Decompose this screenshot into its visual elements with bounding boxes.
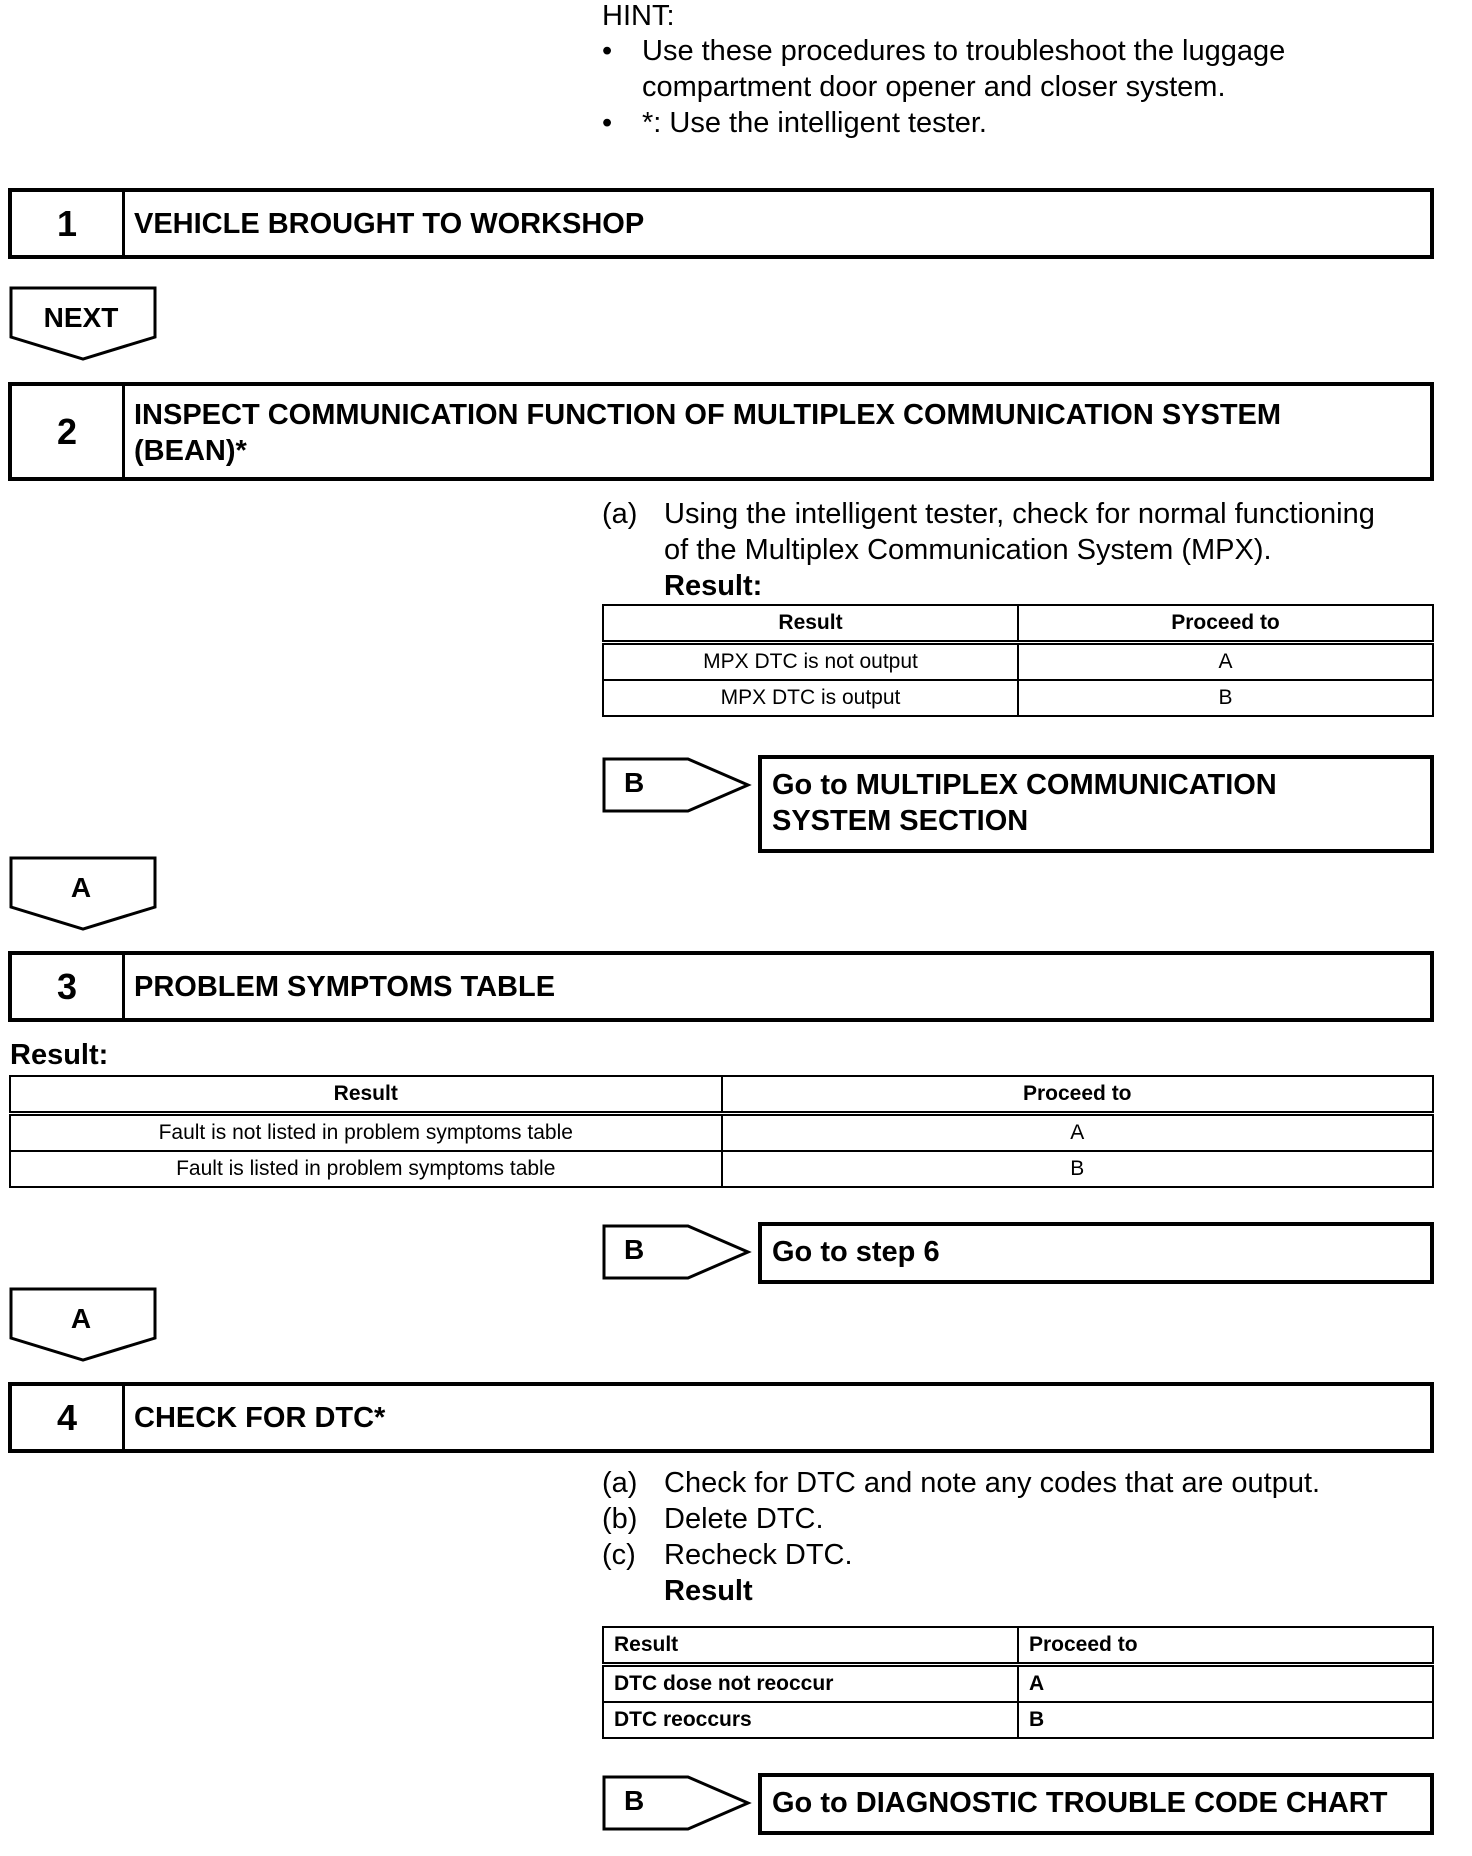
table-row xyxy=(10,1151,1433,1187)
step-number: 3 xyxy=(12,955,125,1018)
hint-title: HINT: xyxy=(602,0,675,32)
goto-multiplex-section xyxy=(758,755,1434,853)
table-row xyxy=(603,643,1433,681)
step-2-result-table xyxy=(602,604,1434,717)
instruction-text: of the Multiplex Communication System (MPX). xyxy=(664,534,1272,566)
table-cell: B xyxy=(722,1151,1434,1187)
goto-step-6 xyxy=(758,1222,1434,1284)
table-row xyxy=(603,1702,1433,1738)
branch-tag-label: B xyxy=(624,767,645,798)
goto-text: Go to DIAGNOSTIC TROUBLE CODE CHART xyxy=(772,1787,1388,1819)
table-cell: A xyxy=(722,1114,1434,1152)
branch-b-arrow xyxy=(602,755,752,815)
a-arrow-tag xyxy=(9,1287,157,1362)
step-2-header xyxy=(8,382,1434,481)
instruction-text: Recheck DTC. xyxy=(664,1539,853,1571)
item-marker: (a) xyxy=(602,498,638,530)
step-4-instructions xyxy=(602,1465,1432,1609)
tag-label: A xyxy=(70,1303,92,1334)
bullet: • xyxy=(602,35,613,67)
table-header-row xyxy=(10,1076,1433,1114)
step-3-result-table xyxy=(9,1075,1434,1188)
hint-item xyxy=(602,33,1362,105)
table-header-cell: Proceed to xyxy=(1018,1627,1433,1665)
table-cell: B xyxy=(1018,1702,1433,1738)
step-1-header xyxy=(8,188,1434,259)
tag-label: NEXT xyxy=(43,302,119,333)
item-marker: (c) xyxy=(602,1539,636,1571)
table-header-row xyxy=(603,1627,1433,1665)
table-cell: DTC reoccurs xyxy=(603,1702,1018,1738)
instruction-text: Using the intelligent tester, check for normal functioning xyxy=(664,498,1375,530)
table-header-cell: Result xyxy=(603,605,1018,643)
table-cell: A xyxy=(1018,1665,1433,1703)
table-cell: Fault is listed in problem symptoms table xyxy=(10,1151,722,1187)
instruction-item xyxy=(602,1465,1432,1501)
table-row xyxy=(603,680,1433,716)
instruction-item xyxy=(602,1537,1432,1573)
step-number: 1 xyxy=(12,192,125,255)
step-number: 4 xyxy=(12,1386,125,1449)
step-2-instruction xyxy=(602,496,1432,604)
item-marker: (b) xyxy=(602,1503,638,1535)
step-title-line: INSPECT COMMUNICATION FUNCTION OF MULTIPLEX COMMUNICATION SYSTEM xyxy=(134,399,1282,431)
hint-text: *: Use the intelligent tester. xyxy=(642,107,987,139)
a-arrow-tag xyxy=(9,856,157,931)
step-title xyxy=(134,397,1420,469)
table-header-cell: Result xyxy=(603,1627,1018,1665)
instruction-item xyxy=(602,1501,1432,1537)
bullet: • xyxy=(602,107,613,139)
next-arrow-tag xyxy=(9,286,157,361)
step-title: CHECK FOR DTC* xyxy=(134,1402,386,1434)
table-cell: DTC dose not reoccur xyxy=(603,1665,1018,1703)
table-header-row xyxy=(603,605,1433,643)
goto-text: Go to MULTIPLEX COMMUNICATION xyxy=(772,769,1277,801)
goto-diagnostic-chart xyxy=(758,1773,1434,1835)
item-marker: (a) xyxy=(602,1467,638,1499)
step-title-line: (BEAN)* xyxy=(134,435,247,467)
goto-text: SYSTEM SECTION xyxy=(772,805,1029,837)
step-title: VEHICLE BROUGHT TO WORKSHOP xyxy=(134,208,645,240)
step-4-result-table xyxy=(602,1626,1434,1739)
table-cell: MPX DTC is output xyxy=(603,680,1018,716)
result-label: Result: xyxy=(10,1039,109,1071)
step-title: PROBLEM SYMPTOMS TABLE xyxy=(134,971,556,1003)
table-cell: A xyxy=(1018,643,1433,681)
table-cell: Fault is not listed in problem symptoms table xyxy=(10,1114,722,1152)
step-number: 2 xyxy=(12,386,125,477)
hint-text: Use these procedures to troubleshoot the luggage xyxy=(642,35,1286,67)
instruction-text: Check for DTC and note any codes that are output. xyxy=(664,1467,1321,1499)
table-header-cell: Result xyxy=(10,1076,722,1114)
step-4-header xyxy=(8,1382,1434,1453)
branch-tag-label: B xyxy=(624,1785,645,1816)
branch-tag-label: B xyxy=(624,1234,645,1265)
table-row xyxy=(10,1114,1433,1152)
table-cell: MPX DTC is not output xyxy=(603,643,1018,681)
tag-label: A xyxy=(70,872,92,903)
table-cell: B xyxy=(1018,680,1433,716)
table-row xyxy=(603,1665,1433,1703)
table-header-cell: Proceed to xyxy=(1018,605,1433,643)
branch-b-arrow xyxy=(602,1773,752,1833)
hint-item xyxy=(602,105,1362,141)
result-label: Result xyxy=(664,1575,753,1607)
step-3-header xyxy=(8,951,1434,1022)
result-label: Result: xyxy=(664,570,763,602)
table-header-cell: Proceed to xyxy=(722,1076,1434,1114)
goto-text: Go to step 6 xyxy=(772,1236,940,1268)
hint-text: compartment door opener and closer system. xyxy=(642,71,1226,103)
branch-b-arrow xyxy=(602,1222,752,1282)
instruction-text: Delete DTC. xyxy=(664,1503,824,1535)
